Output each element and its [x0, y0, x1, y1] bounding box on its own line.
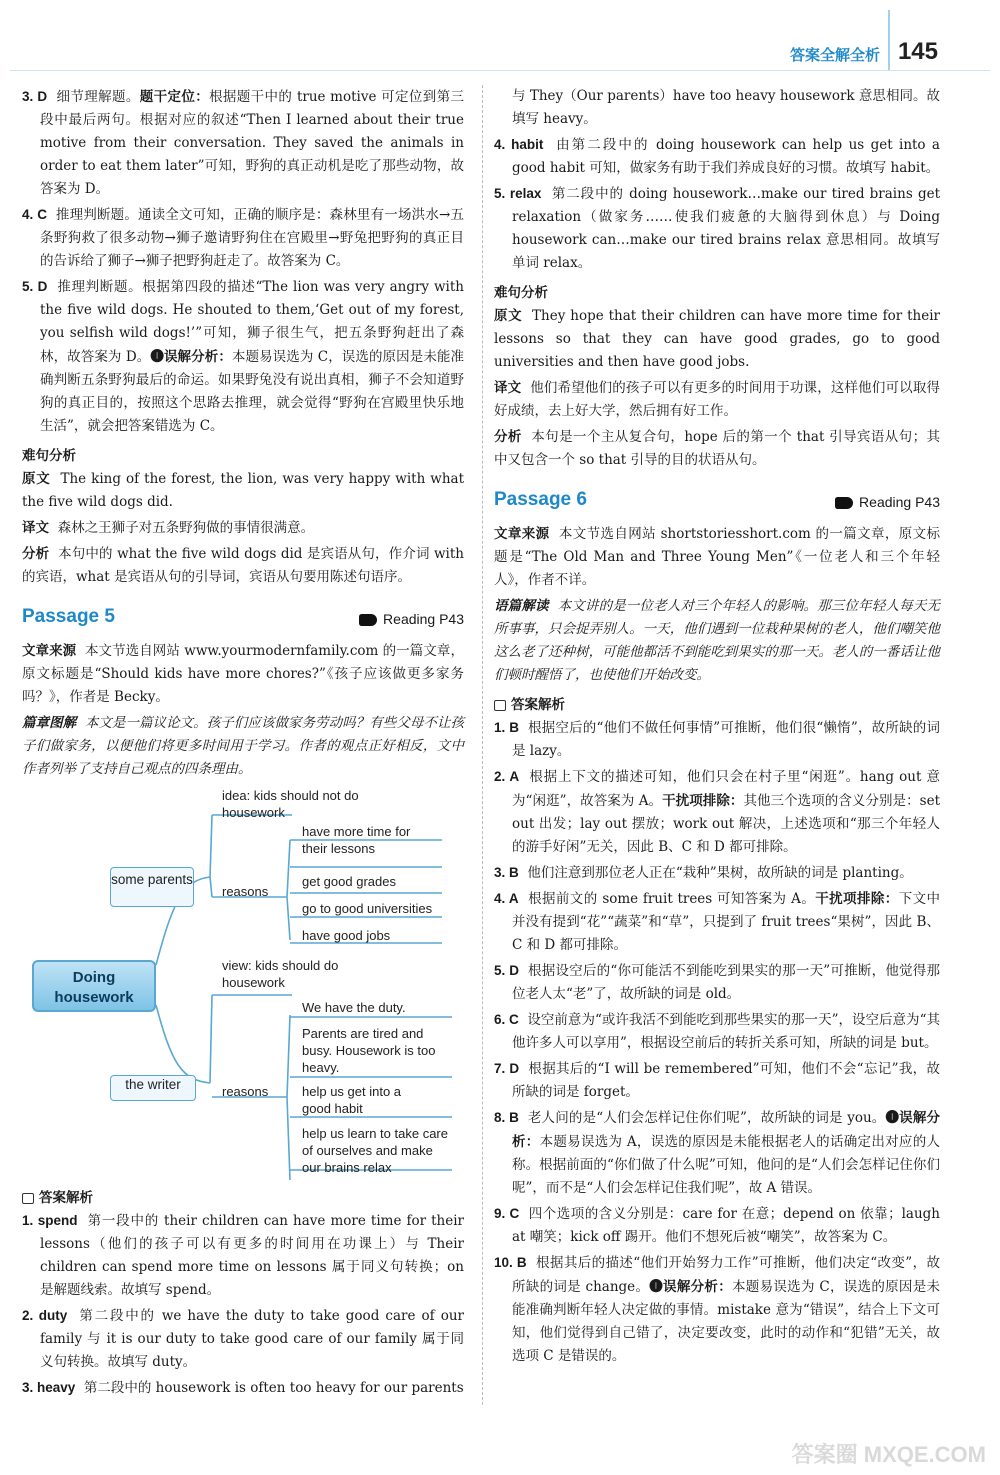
answer-number: 8. B — [494, 1110, 519, 1125]
answer-number: 5. D — [22, 279, 48, 294]
answer-text: 推理判断题。根据第四段的描述“The lion was very angry with the five wild dogs. He shouted to them,‘Get out of my forest, you selfish wild dogs!’”可知，狮子很生气，把五条野狗赶出了森林，故答案为 D。 — [40, 279, 464, 365]
branch-the-writer: the writer — [110, 1075, 196, 1101]
passage5-outline: 篇章图解 本文是一篇议论文。孩子们应该做家务劳动吗？有些父母不让孩子们做家务，以便他们将更多时间用于学习。作者的观点正好相反，文中作者列举了支持自己观点的四条理由。 — [22, 715, 464, 777]
answer-number: 5. relax — [494, 186, 542, 201]
answer-note-label: ❶误解分析： — [512, 1110, 940, 1149]
answer-note-text: 本题易误选为 A，误选的原因是未能根据老人的话确定出对应的人称。根据前面的“你们做了什么呢”可知，他问的是“人们会怎样记住你们呢”，而不是“人们会怎样记住我们呢”，故 A 错误。 — [512, 1134, 940, 1196]
passage6-title: Passage 6 — [494, 489, 587, 510]
reason-2-4: help us learn to take care of ourselves and make our brains relax — [302, 1126, 448, 1175]
analysis: 分析 本句中的 what the five wild dogs did 是宾语从句，作介词 with 的宾语，what 是宾语从句的引导词，宾语从句要用陈述句语序。 — [22, 546, 464, 585]
answers-cont-list — [494, 133, 940, 275]
answer-item — [22, 1376, 464, 1400]
analysis-2: 分析 本句是一个主从复合句，hope 后的第一个 that 引导宾语从句；其中又包含一个 so that 引导的目的状语从句。 — [494, 429, 941, 468]
answer-number: 1. B — [494, 720, 519, 735]
answer-number: 10. B — [494, 1255, 527, 1270]
answer-number: 2. A — [494, 769, 520, 784]
column-divider — [482, 85, 483, 1405]
answer-item — [494, 182, 940, 275]
answers-top-list — [22, 85, 464, 438]
answer-text: 根据其后的“I will be remembered”可知，他们不会“忘记”我，故所缺的词是 forget。 — [512, 1061, 941, 1100]
answer-number: 4. habit — [494, 137, 544, 152]
answer-text: 老人问的是“人们会怎样记住你们呢”，故所缺的词是 you。 — [527, 1110, 886, 1126]
answer-item — [22, 85, 464, 201]
answers-list-2 — [494, 716, 940, 1368]
difficult-sentence-title-2: 难句分析 — [494, 285, 548, 300]
pointing-hand-icon — [359, 614, 377, 626]
answer-text: 根据空后的“他们不做任何事情”可推断，他们很“懒惰”，故所缺的词是 lazy。 — [512, 720, 940, 759]
answer-text: 四个选项的含义分别是：care for 在意；depend on 依靠；laugh at 嘲笑；kick off 踢开。他们不想死后被“嘲笑”，故答案为 C。 — [512, 1206, 940, 1245]
continued-text: 与 They（Our parents）have too heavy housework 意思相同。故填写 heavy。 — [512, 88, 940, 127]
answer-text: 第一段中的 their children can have more time for their lessons（他们的孩子可以有更多的时间用在功课上）与 Their children can spend more time on lessons 属于同义句转换；on 是解题线索。故填写 spend。 — [40, 1213, 465, 1298]
answer-note-label: ❶误解分析： — [649, 1279, 733, 1294]
idea-text: idea: kids should not do housework — [222, 788, 359, 820]
mind-map-center: Doing housework — [32, 960, 156, 1012]
answer-item — [494, 716, 940, 763]
answer-number: 3. heavy — [22, 1380, 76, 1395]
answer-item — [494, 1106, 940, 1200]
lock-icon — [494, 700, 506, 711]
reason-1-4: have good jobs — [302, 928, 391, 943]
answer-number: 3. D — [22, 89, 48, 104]
answer-note-label: 干扰项排除： — [815, 891, 899, 906]
translation: 译文 森林之王狮子对五条野狗做的事情很满意。 — [22, 520, 315, 536]
answer-item — [494, 1251, 940, 1368]
answer-note-text: 下文中并没有提到“花”“蔬菜”和“草”，只提到了 fruit trees“果树”，因此 B、C 和 D 都可排除。 — [512, 891, 941, 953]
reasons-label-1: reasons — [222, 884, 269, 899]
answer-number: 4. A — [494, 891, 519, 906]
passage5-title: Passage 5 — [22, 606, 115, 627]
answer-item — [494, 861, 940, 885]
answer-text: 根据设空后的“你可能活不到能吃到果实的那一天”可推断，他觉得那位老人太“老”了，故所缺的词是 old。 — [512, 963, 940, 1002]
answer-number: 5. D — [494, 963, 519, 978]
answer-number: 7. D — [494, 1061, 520, 1076]
page-header — [0, 0, 1000, 70]
answer-number: 1. spend — [22, 1213, 78, 1228]
answer-item — [494, 1008, 940, 1055]
branch-some-parents: some parents — [110, 867, 194, 907]
pointing-hand-icon — [835, 497, 853, 509]
answer-note-label: 干扰项排除： — [662, 793, 744, 808]
passage6-ref: Reading P43 — [835, 491, 940, 514]
answer-number: 4. C — [22, 207, 47, 222]
answer-item — [494, 133, 940, 180]
answer-text: 推理判断题。通读全文可知，正确的顺序是：森林里有一场洪水→五条野狗救了很多动物→狮子邀请野狗住在宫殿里→野兔把野狗的真正目的告诉给了狮子→狮子把野狗赶走了。故答案为 C。 — [40, 207, 464, 269]
answer-text: 根据其后的描述“他们开始努力工作”可推断，他们决定“改变”，故所缺的词是 change。 — [512, 1255, 940, 1295]
passage5-header — [22, 603, 464, 633]
answer-item — [494, 959, 940, 1006]
orig-sentence: 原文 The king of the forest, the lion, was very happy with what the five wild dogs did. — [22, 471, 464, 510]
answer-note-text: 本题易误选为 C，误选的原因是未能准确判断五条野狗最后的命运。如果野兔没有说出真相，狮子不会知道野狗的真正目的，按照这个思路去推理，就会觉得“野狗在宫殿里快乐地生活”，就会把答案错选为 C。 — [40, 349, 464, 434]
answer-number: 3. B — [494, 865, 519, 880]
reasons-label-2: reasons — [222, 1084, 269, 1099]
answer-note-label: ❶误解分析： — [150, 349, 232, 364]
passage5-source: 文章来源 本文节选自网站 www.yourmodernfamily.com 的一篇文章，原文标题是“Should kids have more chores?”《孩子应该做更多家务吗？》，作者是 Becky。 — [22, 643, 464, 705]
watermark: 答案圈 MXQE.COM — [791, 1442, 986, 1467]
answer-item — [494, 1057, 940, 1104]
answers-bottom-list — [22, 1209, 464, 1400]
mind-map — [22, 785, 462, 1180]
answer-text: 第二段中的 we have the duty to take good care of our family 与 it is our duty to take good care of our family 属于同义句转换。故填写 duty。 — [40, 1308, 464, 1370]
orig-sentence-2: 原文 They hope that their children can have more time for their lessons so that they can have good grades, go to good universities and then have good jobs. — [494, 308, 941, 370]
answer-text: 第二段中的 doing housework…make our tired brains get relaxation（做家务……使我们疲惫的大脑得到休息）与 Doing housework can…make our tired brains relax 意思相同。故填写单词 relax。 — [512, 186, 941, 271]
answer-text: 第二段中的 housework is often too heavy for our parents — [83, 1380, 464, 1396]
answer-number: 2. duty — [22, 1308, 68, 1323]
reason-2-3: help us get into a good habit — [302, 1084, 402, 1116]
left-column — [22, 85, 464, 1402]
section-title: 答案全解全析 — [789, 47, 880, 64]
page-number: 145 — [897, 38, 938, 65]
reason-2-2: Parents are tired and busy. Housework is too heavy. — [302, 1026, 436, 1075]
answer-number: 9. C — [494, 1206, 520, 1221]
answer-note-text: 其他三个选项的含义分别是：set out 出发；lay out 摆放；work out 解决，上述选项和“那三个年轻人的游手好闲”无关，因此 B、C 和 D 都可排除。 — [512, 793, 941, 855]
passage5-ref: Reading P43 — [359, 608, 464, 631]
passage6-source: 文章来源 本文节选自网站 shortstoriesshort.com 的一篇文章，原文标题是“The Old Man and Three Young Men”《一位老人和三个年轻人》，作者不详。 — [494, 526, 940, 588]
answer-note-text: 根据题干中的 true motive 可定位到第三段中最后两句。根据对应的叙述“Then I learned about their true motive from their conversation. They saved the animals in order to eat them later”可知，野狗的真正动机是吃了那些动物，故答案为 D。 — [40, 89, 464, 197]
difficult-sentence-title: 难句分析 — [22, 448, 76, 463]
right-column — [494, 85, 940, 1370]
answer-note-label: 题干定位： — [139, 89, 210, 104]
answers-title-2: 答案解析 — [494, 693, 940, 716]
reason-1-2: get good grades — [302, 874, 396, 889]
answer-item — [494, 765, 940, 859]
answers-title: 答案解析 — [22, 1186, 464, 1209]
lock-icon — [22, 1193, 34, 1204]
answer-item — [22, 203, 464, 273]
answer-text: 根据上下文的描述可知，他们只会在村子里“闲逛”。hang out 意为“闲逛”，故答案为 A。 — [512, 769, 940, 809]
answer-text: 细节理解题。 — [56, 89, 140, 105]
reason-1-1: have more time for their lessons — [302, 824, 411, 856]
passage6-header — [494, 486, 940, 516]
answer-item — [494, 1202, 940, 1249]
translation-2: 译文 他们希望他们的孩子可以有更多的时间用于功课，这样他们可以取得好成绩，去上好大学，然后拥有好工作。 — [494, 380, 941, 419]
answer-number: 6. C — [494, 1012, 519, 1027]
answer-text: 根据前文的 some fruit trees 可知答案为 A。 — [528, 891, 816, 907]
answer-text: 他们注意到那位老人正在“栽种”果树，故所缺的词是 planting。 — [527, 865, 913, 881]
header-divider — [10, 70, 990, 71]
view-text: view: kids should do housework — [222, 958, 339, 990]
header-rule — [888, 10, 890, 70]
reason-1-3: go to good universities — [302, 901, 433, 916]
answer-item — [22, 1304, 464, 1374]
answer-text: 由第二段中的 doing housework can help us get into a good habit 可知，做家务有助于我们养成良好的习惯。故填写 habit。 — [512, 137, 940, 176]
answer-item — [22, 1209, 464, 1302]
answer-text: 设空前意为“或许我活不到能吃到那些果实的那一天”，设空后意为“其他许多人可以享用”，根据设空前后的转折关系可知，所缺的词是 but。 — [512, 1012, 940, 1051]
answer-note-text: 本题易误选为 C，误选的原因是未能准确判断年轻人决定做的事情。mistake 意为“错误”，结合上下文可知，他们觉得到自己错了，决定要改变，此时的动作和“犯错”无关，故选项 C 是错误的。 — [512, 1279, 941, 1364]
answer-item — [494, 887, 940, 957]
answer-item — [22, 275, 464, 438]
reason-2-1: We have the duty. — [302, 1000, 406, 1015]
passage6-outline: 语篇解读 本文讲的是一位老人对三个年轻人的影响。那三位年轻人每天无所事事，只会捉弄别人。一天，他们遇到一位栽种果树的老人，他们嘲笑他这么老了还种树，可能他都活不到能吃到果实的那一天。老人的一番话让他们顿时醒悟了，也使他们开始改变。 — [494, 598, 941, 683]
